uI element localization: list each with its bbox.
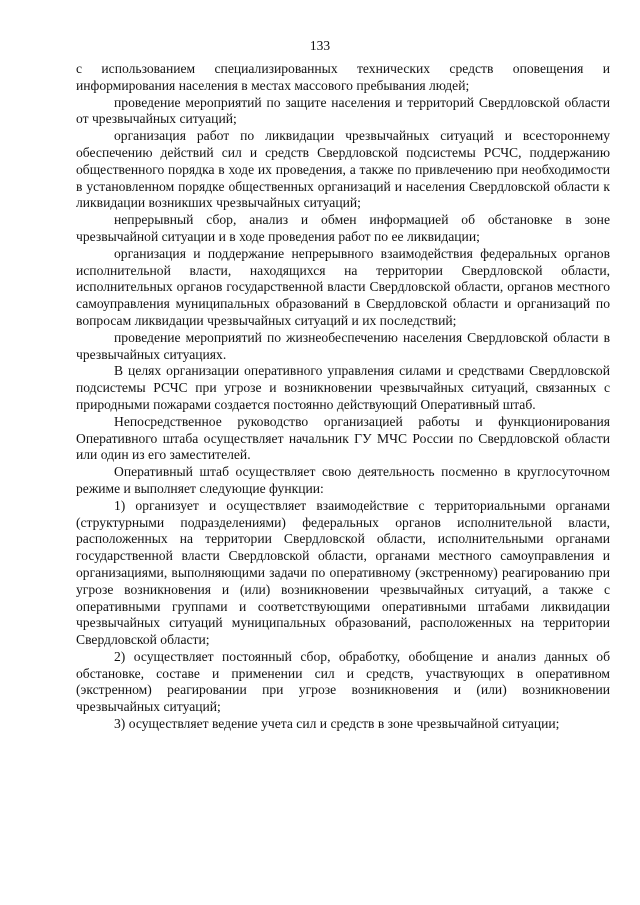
paragraph: непрерывный сбор, анализ и обмен информацией об обстановке в зоне чрезвычайной ситуации и в ходе проведения работ по ее ликвидации;	[76, 212, 610, 244]
paragraph: Оперативный штаб осуществляет свою деятельность посменно в круглосуточном режиме и выполняет следующие функции:	[76, 464, 610, 496]
page-number: 133	[309, 38, 331, 53]
paragraph: проведение мероприятий по жизнеобеспечению населения Свердловской области в чрезвычайных ситуациях.	[76, 329, 610, 362]
document-body	[76, 61, 610, 733]
paragraph: организация работ по ликвидации чрезвычайных ситуаций и всестороннему обеспечению действий сил и средств Свердловской подсистемы РСЧС, поддержанию общественного порядка в ходе их проведения, а также по привлечению при необходимости в установленном порядке общественных организаций и населения Свердловской области к ликвидации возникших чрезвычайных ситуаций;	[76, 128, 610, 211]
paragraph: с использованием специализированных технических средств оповещения и информирования населения в местах массового пребывания людей;	[76, 61, 610, 93]
paragraph: организация и поддержание непрерывного взаимодействия федеральных органов исполнительной власти, находящихся на территории Свердловской области, исполнительных органов государственной власти Свердловской области, органов местного самоуправления муниципальных образований в Свердловской области и организаций по вопросам ликвидации чрезвычайных ситуаций и их последствий;	[76, 245, 610, 328]
paragraph: В целях организации оперативного управления силами и средствами Свердловской подсистемы РСЧС при угрозе и возникновении чрезвычайных ситуаций, связанных с природными пожарами создается постоянно действующий Оперативный штаб.	[76, 363, 610, 412]
paragraph: 1) организует и осуществляет взаимодействие с территориальными органами (структурными подразделениями) федеральных органов исполнительной власти, расположенных на территории Свердловской области, исполнительными органами государственной власти Свердловской области, органами местного самоуправления и организациями, выполняющими задачи по оперативному (экстренному) реагированию при угрозе возникновения и (или) возникновении чрезвычайных ситуаций, а также с оперативными группами и соответствующими оперативными штабами ликвидации чрезвычайных ситуаций муниципальных образований, расположенных на территории Свердловской области;	[76, 497, 610, 648]
paragraph: Непосредственное руководство организацией работы и функционирования Оперативного штаба осуществляет начальник ГУ МЧС России по Свердловской области или один из его заместителей.	[76, 413, 610, 463]
paragraph: проведение мероприятий по защите населения и территорий Свердловской области от чрезвычайных ситуаций;	[76, 94, 610, 127]
paragraph: 2) осуществляет постоянный сбор, обработку, обобщение и анализ данных об обстановке, составе и применении сил и средств, участвующих в оперативном (экстренном) реагировании при угрозе возникновения и (или) возникновении чрезвычайных ситуаций;	[76, 648, 610, 715]
paragraph: 3) осуществляет ведение учета сил и средств в зоне чрезвычайной ситуации;	[114, 716, 560, 732]
